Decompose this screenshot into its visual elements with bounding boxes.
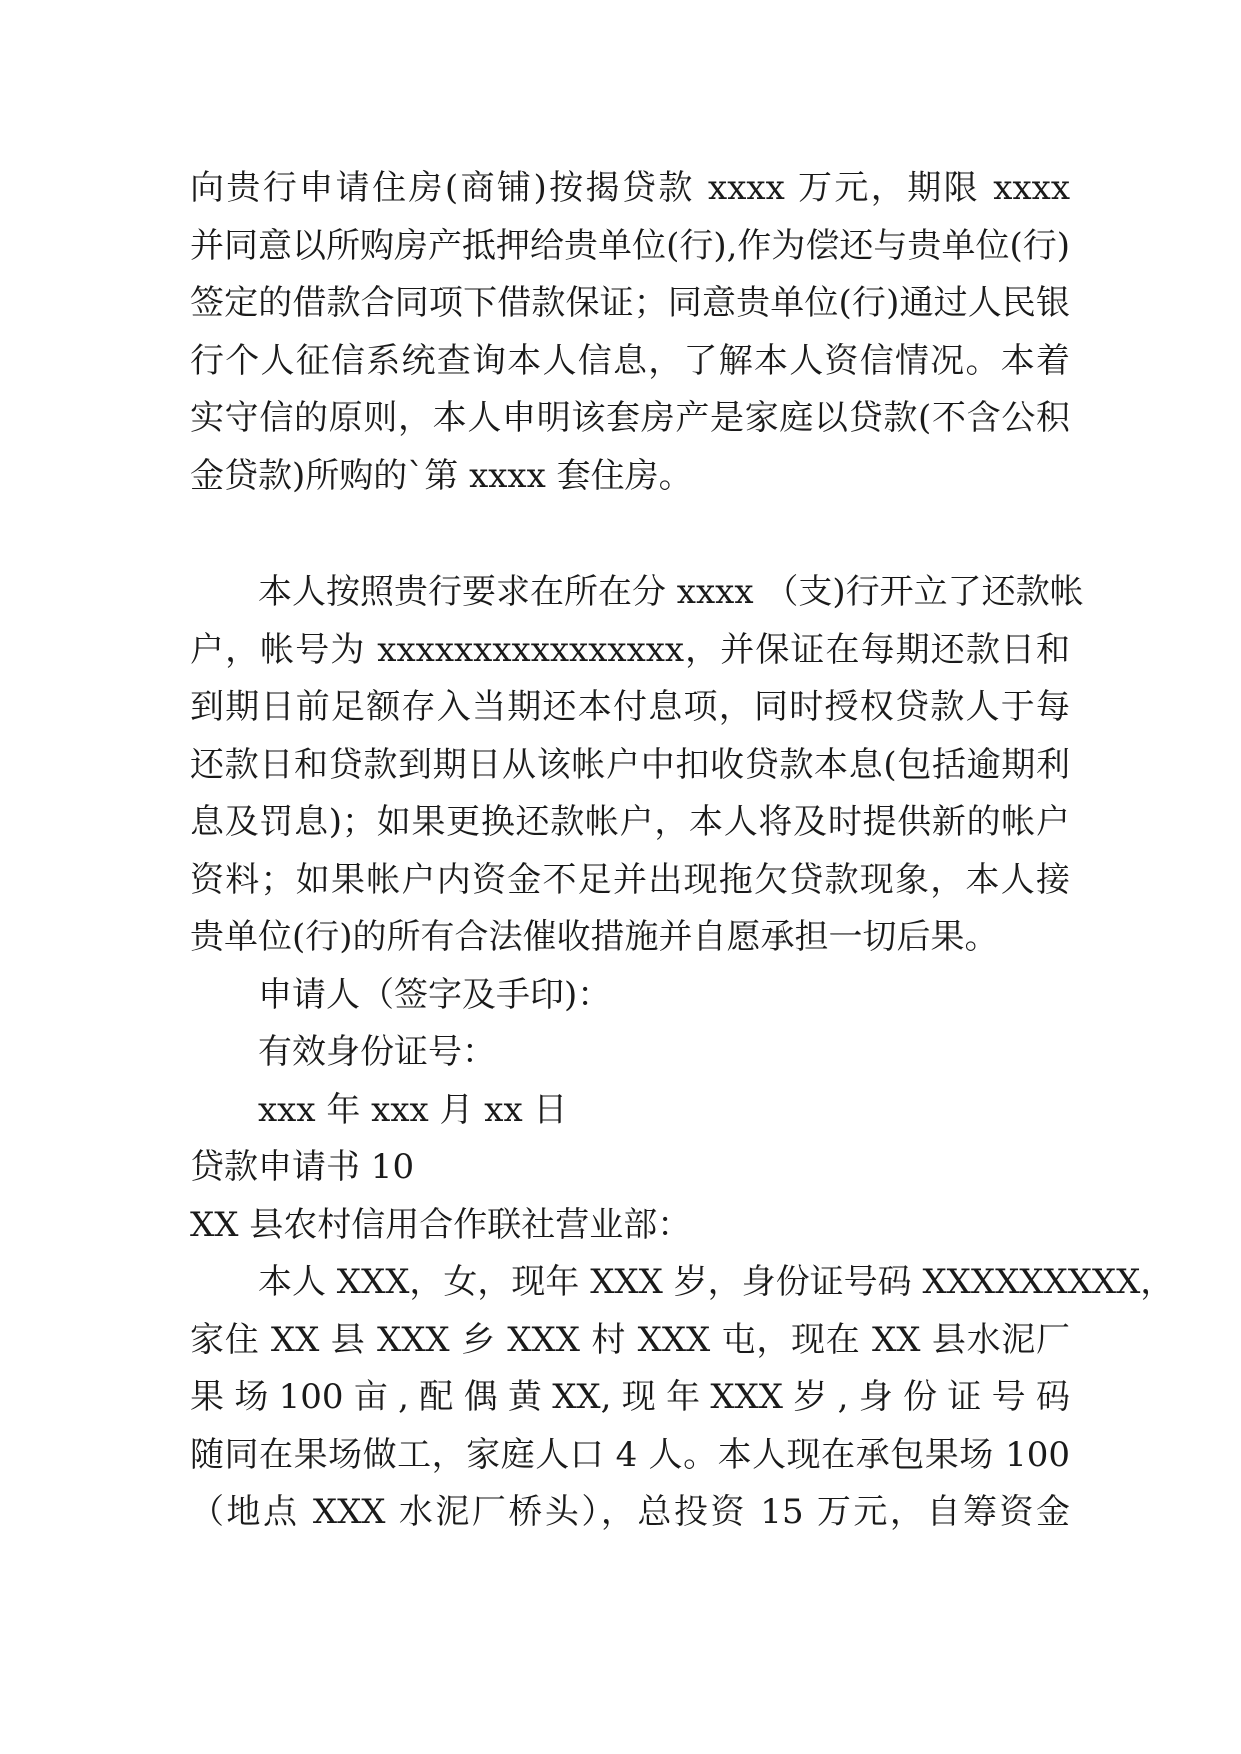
document-body <box>190 160 1175 1542</box>
text-line: 签定的借款合同项下借款保证；同意贵单位(行)通过人民银 <box>190 283 1070 323</box>
text-line: 贵单位(行)的所有合法催收措施并自愿承担一切后果。 <box>190 917 999 957</box>
text-line: 随同在果场做工，家庭人口 4 人。本人现在承包果场 100 <box>190 1434 1070 1475</box>
text-line: 本人 XXX，女，现年 XXX 岁，身份证号码 XXXXXXXXX， <box>258 1262 1175 1302</box>
text-line: 到期日前足额存入当期还本付息项，同时授权贷款人于每 <box>190 687 1070 727</box>
paragraph-repayment-account <box>190 564 1084 967</box>
applicant-signature-label: 申请人（签字及手印)： <box>258 974 612 1015</box>
signature-block <box>190 967 1070 1140</box>
text-line: （地点 XXX 水泥厂桥头），总投资 15 万元，自筹资金 <box>190 1492 1070 1532</box>
id-number-label: 有效身份证号： <box>258 1032 496 1072</box>
text-line: 息及罚息)；如果更换还款帐户，本人将及时提供新的帐户 <box>190 802 1070 842</box>
text-line: 还款日和贷款到期日从该帐户中扣收贷款本息(包括逾期利 <box>190 744 1070 785</box>
paragraph-purchase-loan <box>190 160 1070 505</box>
section-title: 贷款申请书 10 <box>190 1147 415 1187</box>
loan-application-10 <box>190 1139 1175 1542</box>
text-line: 行个人征信系统查询本人信息，了解本人资信情况。本着 <box>190 340 1070 381</box>
text-line: 资料；如果帐户内资金不足并出现拖欠贷款现象，本人接 <box>190 859 1070 900</box>
text-line: 金贷款)所购的`第 xxxx 套住房。 <box>190 455 693 496</box>
text-line: 并同意以所购房产抵押给贵单位(行),作为偿还与贵单位(行) <box>190 225 1070 266</box>
text-line: 实守信的原则，本人申明该套房产是家庭以贷款(不含公积 <box>190 398 1070 438</box>
text-line: 果场100亩,配偶黄XX,现年XXX岁,身份证号码 <box>190 1377 1070 1417</box>
text-line: 家住 XX 县 XXX 乡 XXX 村 XXX 屯，现在 XX 县水泥厂 <box>190 1319 1070 1360</box>
text-line: 户，帐号为 xxxxxxxxxxxxxxxx，并保证在每期还款日和 <box>190 629 1070 670</box>
text-line: 向贵行申请住房(商铺)按揭贷款 xxxx 万元，期限 xxxx <box>190 168 1070 208</box>
date-line: xxx 年 xxx 月 xx 日 <box>258 1089 568 1130</box>
addressee: XX 县农村信用合作联社营业部： <box>190 1204 692 1245</box>
text-line: 本人按照贵行要求在所在分 xxxx （支)行开立了还款帐 <box>258 572 1084 612</box>
